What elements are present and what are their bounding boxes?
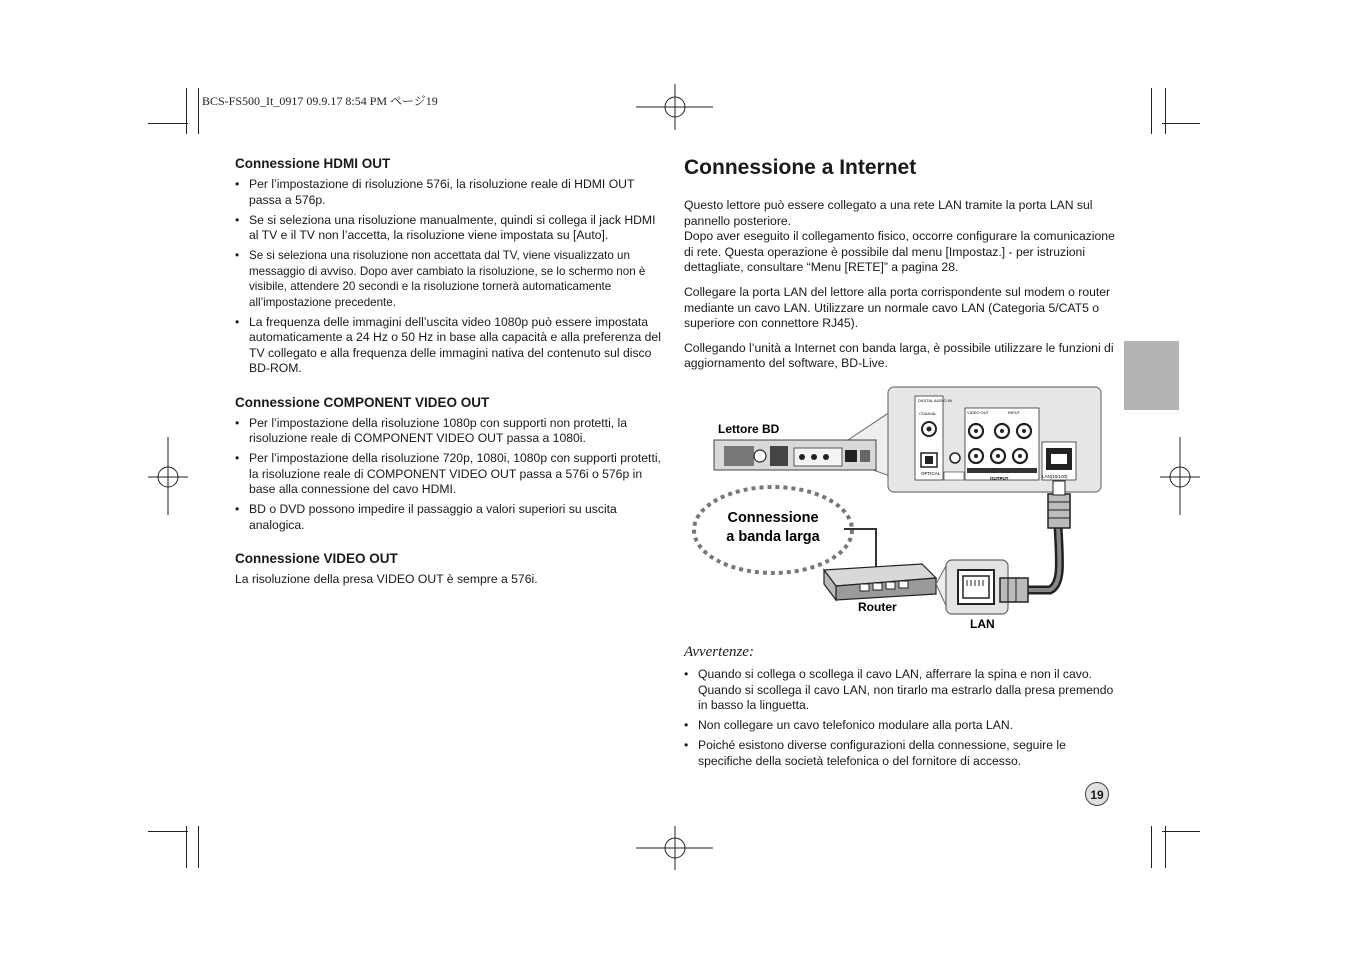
warnings-title: Avvertenze: [684,644,754,660]
label-broadband-1: Connessione [727,510,819,526]
panel-label-input: INPUT [1008,410,1020,415]
left-column [235,156,667,606]
bullet-list [235,416,667,534]
paragraph: Dopo aver eseguito il collegamento fisico, occorre configurare la comunicazione di rete. Questa operazione è possibile dal menu [Impostaz.] - per istruzioni dettagliate, consultare “Menu [RETE]” a pagina 28. [684,229,1115,275]
paragraph: Collegare la porta LAN del lettore alla porta corrispondente sul modem o router mediante un cavo LAN. Utilizzare un normale cavo LAN (Categoria 5/CAT5 o superiore con connettore RJ45). [684,284,1111,331]
list-item: • La frequenza delle immagini dell’uscita video 1080p può essere impostata automaticamente a 24 Hz o 50 Hz in base alla capacità e alla preferenza del TV collegato e alla frequenza delle immagini nativa del contenuto sul disco BD-ROM. [235,315,667,377]
section-component-video-out [235,395,667,534]
lan-connection-diagram [690,384,1110,636]
list-item: • Poiché esistono diverse configurazioni della connessione, seguire le specifiche della società telefonica o del fornitore di accesso. [684,738,1114,769]
section-title: Connessione VIDEO OUT [235,551,398,566]
section-tab [1124,341,1179,410]
list-item: • Quando si collega o scollega il cavo LAN, afferrare la spina e non il cavo. Quando si scollega il cavo LAN, non tirarlo ma estrarlo dalla presa premendo in basso la linguetta. [684,667,1114,714]
panel-label-digital-audio: DIGITAL AUDIO IN [918,398,952,403]
list-item: • Se si seleziona una risoluzione non accettata dal TV, viene visualizzato un messaggio di avviso. Dopo aver cambiato la risoluzione, se lo schermo non è visibile, attendere 20 secondi e la risoluzione tornerà automaticamente all’impostazione precedente. [235,248,667,310]
section-text: La risoluzione della presa VIDEO OUT è sempre a 576i. [235,572,538,586]
warnings-list [684,667,1114,769]
label-bd-player: Lettore BD [718,422,780,436]
paragraph: Questo lettore può essere collegato a una rete LAN tramite la porta LAN sul pannello posteriore. [684,198,1093,228]
lan-plug-bottom [1000,578,1028,602]
label-broadband-2: a banda larga [726,529,820,545]
panel-label-coaxial: COAXIAL [919,411,937,416]
list-item: • BD o DVD possono impedire il passaggio a valori superiori su uscita analogica. [235,502,667,533]
lan-plug-top [1048,494,1070,528]
label-router: Router [858,600,897,614]
right-column [684,156,1116,381]
list-item: • Per l’impostazione di risoluzione 576i, la risoluzione reale di HDMI OUT passa a 576p. [235,177,667,208]
paragraph: Collegando l’unità a Internet con banda larga, è possibile utilizzare le funzioni di aggiornamento del software, BD-Live. [684,340,1114,371]
warnings-section [684,644,1114,774]
panel-label-optical: OPTICAL [921,471,941,476]
section-title: Connessione COMPONENT VIDEO OUT [235,394,490,410]
panel-label-video-out: VIDEO OUT [967,410,990,415]
list-item: • Per l’impostazione della risoluzione 720p, 1080i, 1080p con supporti protetti, la risoluzione reale di COMPONENT VIDEO OUT passa a 576i o 576p in base alla connessione del cavo HDMI. [235,451,667,498]
section-hdmi-out [235,156,667,377]
list-item: • Per l’impostazione della risoluzione 1080p con supporti non protetti, la risoluzione reale di COMPONENT VIDEO OUT passa a 1080i. [235,416,667,447]
panel-label-lan-port: LAN(10/100) [1042,474,1068,479]
page-title: Connessione a Internet [684,156,917,179]
section-video-out [235,551,667,588]
lan-cable [1026,526,1060,590]
print-file-header: BCS-FS500_It_0917 09.9.17 8:54 PM ページ19 [202,94,438,108]
label-lan: LAN [970,617,995,631]
list-item: • Se si seleziona una risoluzione manualmente, quindi si collega il jack HDMI al TV e il TV non l’accetta, la risoluzione viene impostata su [Auto]. [235,213,667,244]
page-number: 19 [1085,782,1109,806]
panel-label-output: OUTPUT [990,476,1009,481]
section-title: Connessione HDMI OUT [235,156,391,171]
list-item: • Non collegare un cavo telefonico modulare alla porta LAN. [684,718,1114,734]
bullet-list [235,177,667,377]
